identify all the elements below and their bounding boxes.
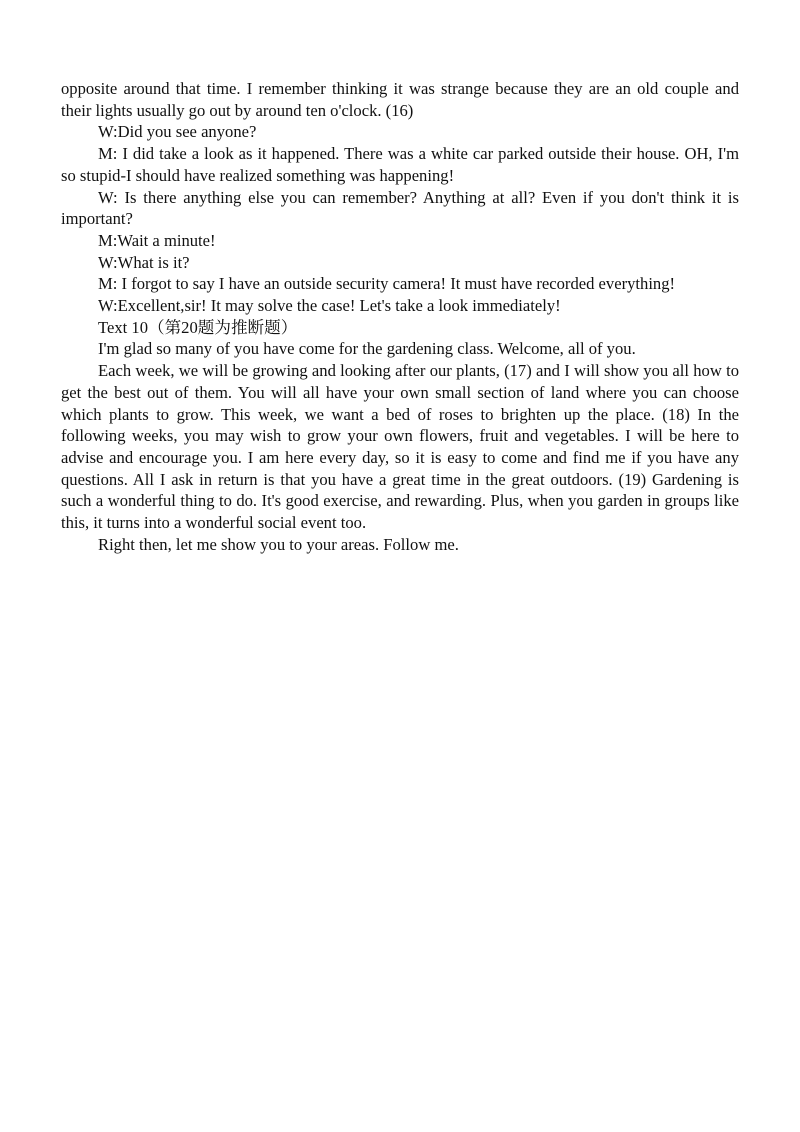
- dialogue-line-w-saw-anyone: W:Did you see anyone?: [98, 122, 257, 142]
- dialogue-line-m-wait: M:Wait a minute!: [98, 230, 216, 250]
- paragraph-welcome: I'm glad so many of you have come for the gardening class. Welcome, all of you.: [98, 339, 636, 359]
- dialogue-line-m-white-car: M: I did take a look as it happened. There was a white car parked outside their house. OH, I'm so stupid-I should have realized something was happening!: [61, 144, 739, 185]
- dialogue-line-w-what: W:What is it?: [98, 252, 190, 272]
- paragraph-closing: Right then, let me show you to your areas. Follow me.: [98, 534, 459, 554]
- dialogue-line-w-excellent: W:Excellent,sir! It may solve the case! Let's take a look immediately!: [98, 296, 561, 316]
- paragraph-each-week: Each week, we will be growing and looking after our plants, (17) and I will show you all how to get the best out of them. You will all have your own small section of land where you can choose which plants to grow. This week, we want a bed of roses to brighten up the place. (18) In the following weeks, you may wish to grow your own flowers, fruit and vegetables. I will be here to advise and encourage you. I am here every day, so it is easy to come and find me if you have any questions. All I ask in return is that you have a great time in the great outdoors. (19) Gardening is such a wonderful thing to do. It's good exercise, and rewarding. Plus, when you garden in groups like this, it turns into a wonderful social event too.: [61, 361, 739, 533]
- dialogue-line-m-camera: M: I forgot to say I have an outside security camera! It must have recorded everything!: [98, 274, 676, 294]
- dialogue-line-w-anything-else: W: Is there anything else you can remember? Anything at all? Even if you don't think it is important?: [61, 187, 739, 229]
- section-heading-text-10: Text 10（第20题为推断题）: [98, 317, 298, 337]
- paragraph-continuation: opposite around that time. I remember thinking it was strange because they are an old couple and their lights usually go out by around ten o'clock. (16): [61, 79, 739, 120]
- document-page: [61, 78, 739, 555]
